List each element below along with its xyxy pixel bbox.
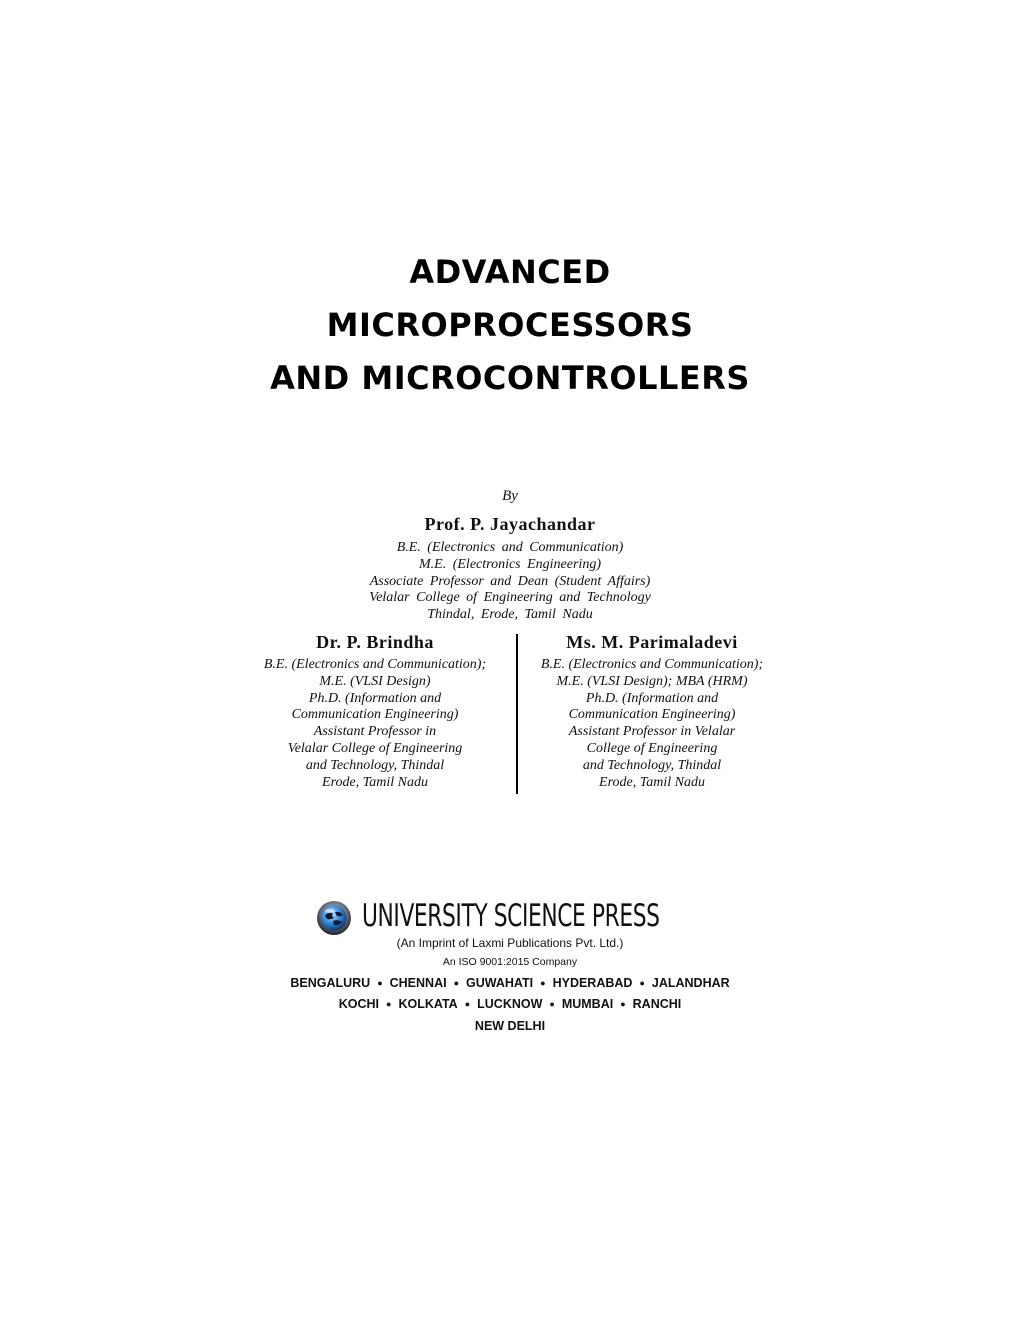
- qualification-line: B.E. (Electronics and Communication);: [540, 657, 764, 672]
- qualification-line: M.E. (Electronics Engineering): [419, 556, 601, 572]
- qualification-line: Assistant Professor in: [313, 724, 437, 740]
- qualification-line: Thindal, Erode, Tamil Nadu: [427, 607, 593, 623]
- co-author-name: Ms. M. Parimaladevi: [566, 632, 738, 652]
- co-author-qualifications: [521, 657, 783, 791]
- qualification-line: and Technology, Thindal: [305, 757, 445, 773]
- co-author-parimaladevi: [521, 632, 783, 791]
- bullet-icon: ●: [386, 999, 392, 1009]
- bullet-icon: ●: [453, 978, 460, 988]
- qualification-line: Erode, Tamil Nadu: [599, 774, 705, 790]
- bullet-icon: ●: [377, 978, 383, 988]
- bullet-icon: ●: [620, 999, 626, 1009]
- bullet-icon: ●: [464, 999, 471, 1009]
- city: KOLKATA: [398, 997, 458, 1011]
- co-author-name: Dr. P. Brindha: [316, 632, 434, 652]
- city: KOCHI: [338, 997, 379, 1011]
- city: JALANDHAR: [651, 976, 730, 990]
- bullet-icon: ●: [639, 978, 645, 988]
- globe-logo-icon: [316, 900, 352, 936]
- bullet-icon: ●: [549, 999, 555, 1009]
- city: MUMBAI: [561, 997, 614, 1011]
- publisher-imprint: (An Imprint of Laxmi Publications Pvt. Ltd.): [396, 936, 624, 950]
- publisher-cities-row: [0, 997, 1020, 1011]
- title-line: AND MICROCONTROLLERS: [270, 359, 750, 397]
- publisher-cities-row: [0, 1019, 1020, 1033]
- qualification-line: Communication Engineering): [568, 707, 736, 723]
- iso-certification: An ISO 9001:2015 Company: [442, 956, 578, 968]
- publisher-name: UNIVERSITY SCIENCE PRESS: [362, 898, 660, 934]
- city: GUWAHATI: [466, 976, 534, 990]
- main-author-name: Prof. P. Jayachandar: [424, 514, 596, 534]
- title-line: MICROPROCESSORS: [326, 306, 694, 344]
- qualification-line: Ph.D. (Information and: [308, 690, 442, 706]
- author-divider: [516, 634, 518, 794]
- qualification-line: Associate Professor and Dean (Student Affairs): [369, 573, 651, 589]
- qualification-line: Erode, Tamil Nadu: [322, 774, 428, 790]
- qualification-line: Velalar College of Engineering: [287, 740, 463, 756]
- city: BENGALURU: [290, 976, 371, 990]
- qualification-line: College of Engineering: [586, 740, 718, 756]
- city: LUCKNOW: [477, 997, 543, 1011]
- city: NEW DELHI: [474, 1019, 546, 1033]
- city: CHENNAI: [389, 976, 447, 990]
- title-line: ADVANCED: [409, 253, 611, 291]
- qualification-line: M.E. (VLSI Design); MBA (HRM): [556, 673, 748, 689]
- qualification-line: and Technology, Thindal: [582, 757, 722, 773]
- by-label: By: [502, 488, 518, 504]
- bullet-icon: ●: [540, 978, 546, 988]
- qualification-line: B.E. (Electronics and Communication);: [263, 657, 487, 672]
- qualification-line: Ph.D. (Information and: [585, 690, 719, 706]
- qualification-line: M.E. (VLSI Design): [319, 673, 431, 689]
- co-author-brindha: [244, 632, 506, 791]
- qualification-line: Communication Engineering): [291, 707, 459, 723]
- city: HYDERABAD: [552, 976, 633, 990]
- qualification-line: Velalar College of Engineering and Technology: [369, 590, 651, 606]
- qualification-line: B.E. (Electronics and Communication): [396, 540, 624, 555]
- publisher-cities-row: [0, 976, 1020, 990]
- qualification-line: Assistant Professor in Velalar: [568, 724, 736, 740]
- book-title: [0, 246, 1020, 405]
- co-author-qualifications: [244, 657, 506, 791]
- main-author-qualifications: [0, 540, 1020, 624]
- city: RANCHI: [632, 997, 682, 1011]
